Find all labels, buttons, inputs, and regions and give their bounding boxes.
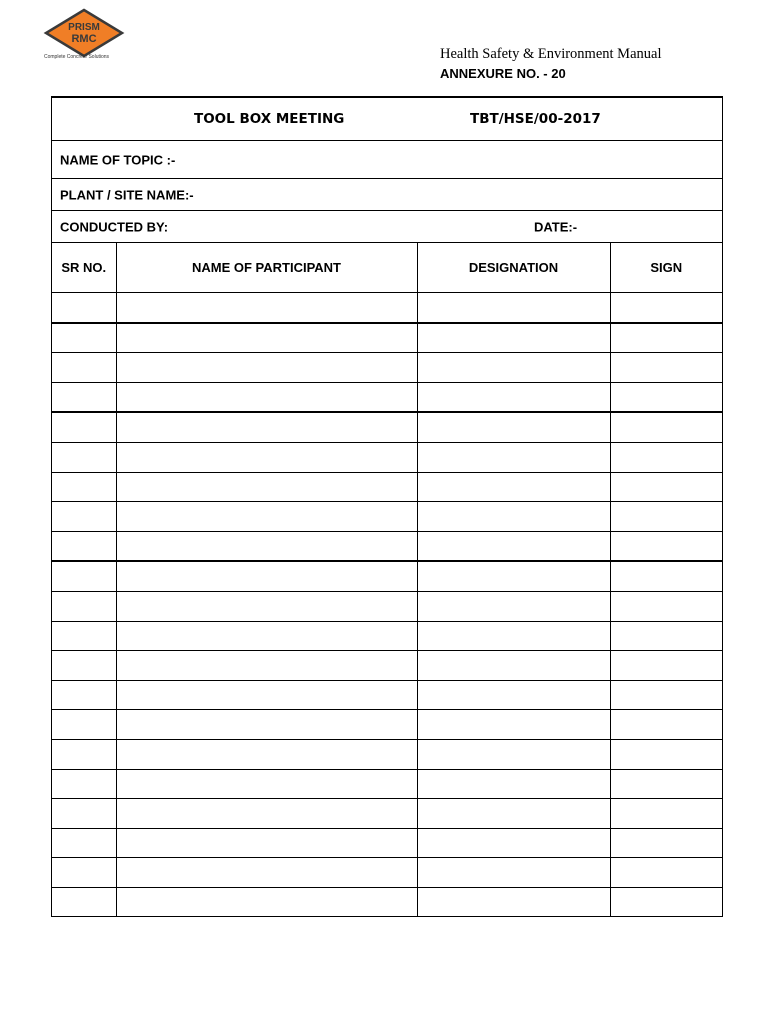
table-row: [52, 769, 722, 799]
sign-cell[interactable]: [610, 680, 722, 710]
table-row: [52, 561, 722, 591]
column-header-participant: NAME OF PARTICIPANT: [116, 243, 417, 293]
participant-name-cell[interactable]: [116, 472, 417, 502]
sr-no-cell[interactable]: [52, 531, 116, 561]
designation-cell[interactable]: [417, 680, 610, 710]
table-row: [52, 382, 722, 412]
table-row: [52, 858, 722, 888]
conducted-row[interactable]: [52, 211, 722, 243]
sr-no-cell[interactable]: [52, 591, 116, 621]
designation-cell[interactable]: [417, 323, 610, 353]
participant-name-cell[interactable]: [116, 858, 417, 888]
sign-cell[interactable]: [610, 382, 722, 412]
column-header-designation: DESIGNATION: [417, 243, 610, 293]
logo-line1: PRISM: [68, 22, 100, 33]
conducted-by-label: CONDUCTED BY:: [60, 219, 169, 234]
designation-cell[interactable]: [417, 531, 610, 561]
sr-no-cell[interactable]: [52, 442, 116, 472]
designation-cell[interactable]: [417, 293, 610, 323]
participant-name-cell[interactable]: [116, 887, 417, 916]
sign-cell[interactable]: [610, 472, 722, 502]
site-row[interactable]: [52, 179, 722, 211]
sign-cell[interactable]: [610, 858, 722, 888]
designation-cell[interactable]: [417, 382, 610, 412]
sr-no-cell[interactable]: [52, 769, 116, 799]
topic-row[interactable]: [52, 141, 722, 179]
participant-name-cell[interactable]: [116, 502, 417, 532]
column-header-sr-no: SR NO.: [52, 243, 116, 293]
table-header-row: [52, 243, 722, 293]
sr-no-cell[interactable]: [52, 382, 116, 412]
table-row: [52, 531, 722, 561]
date-label: DATE:-: [534, 219, 578, 234]
participant-name-cell[interactable]: [116, 799, 417, 829]
participant-name-cell[interactable]: [116, 531, 417, 561]
table-row: [52, 353, 722, 383]
sign-cell[interactable]: [610, 739, 722, 769]
site-label: PLANT / SITE NAME:-: [60, 187, 194, 202]
designation-cell[interactable]: [417, 799, 610, 829]
sr-no-cell[interactable]: [52, 651, 116, 681]
sr-no-cell[interactable]: [52, 680, 116, 710]
designation-cell[interactable]: [417, 442, 610, 472]
designation-cell[interactable]: [417, 472, 610, 502]
participant-name-cell[interactable]: [116, 591, 417, 621]
designation-cell[interactable]: [417, 502, 610, 532]
sign-cell[interactable]: [610, 531, 722, 561]
table-row: [52, 621, 722, 651]
participant-name-cell[interactable]: [116, 680, 417, 710]
sign-cell[interactable]: [610, 323, 722, 353]
column-header-sign: SIGN: [610, 243, 722, 293]
sign-cell[interactable]: [610, 412, 722, 442]
sr-no-cell[interactable]: [52, 739, 116, 769]
sr-no-cell[interactable]: [52, 412, 116, 442]
table-row: [52, 710, 722, 740]
sign-cell[interactable]: [610, 442, 722, 472]
designation-cell[interactable]: [417, 621, 610, 651]
sign-cell[interactable]: [610, 651, 722, 681]
sign-cell[interactable]: [610, 591, 722, 621]
sign-cell[interactable]: [610, 887, 722, 916]
sr-no-cell[interactable]: [52, 353, 116, 383]
sr-no-cell[interactable]: [52, 887, 116, 916]
sign-cell[interactable]: [610, 561, 722, 591]
sr-no-cell[interactable]: [52, 502, 116, 532]
sr-no-cell[interactable]: [52, 561, 116, 591]
participant-name-cell[interactable]: [116, 412, 417, 442]
table-row: [52, 651, 722, 681]
participant-name-cell[interactable]: [116, 710, 417, 740]
designation-cell[interactable]: [417, 887, 610, 916]
designation-cell[interactable]: [417, 858, 610, 888]
sign-cell[interactable]: [610, 828, 722, 858]
tool-box-meeting-form: [51, 96, 723, 917]
designation-cell[interactable]: [417, 591, 610, 621]
participant-name-cell[interactable]: [116, 828, 417, 858]
sr-no-cell[interactable]: [52, 828, 116, 858]
designation-cell[interactable]: [417, 828, 610, 858]
designation-cell[interactable]: [417, 353, 610, 383]
participant-name-cell[interactable]: [116, 621, 417, 651]
topic-label: NAME OF TOPIC :-: [60, 152, 176, 167]
table-row: [52, 828, 722, 858]
participant-name-cell[interactable]: [116, 293, 417, 323]
table-row: [52, 502, 722, 532]
annexure-number: ANNEXURE NO. - 20: [440, 66, 566, 81]
participant-name-cell[interactable]: [116, 769, 417, 799]
sign-cell[interactable]: [610, 293, 722, 323]
designation-cell[interactable]: [417, 769, 610, 799]
participant-name-cell[interactable]: [116, 651, 417, 681]
designation-cell[interactable]: [417, 412, 610, 442]
sr-no-cell[interactable]: [52, 710, 116, 740]
table-row: [52, 739, 722, 769]
sign-cell[interactable]: [610, 621, 722, 651]
sr-no-cell[interactable]: [52, 799, 116, 829]
table-row: [52, 591, 722, 621]
participant-name-cell[interactable]: [116, 382, 417, 412]
participant-name-cell[interactable]: [116, 442, 417, 472]
sr-no-cell[interactable]: [52, 472, 116, 502]
table-row: [52, 293, 722, 323]
sr-no-cell[interactable]: [52, 323, 116, 353]
designation-cell[interactable]: [417, 561, 610, 591]
sign-cell[interactable]: [610, 502, 722, 532]
table-row: [52, 887, 722, 916]
form-title-row: [52, 98, 722, 141]
designation-cell[interactable]: [417, 739, 610, 769]
table-row: [52, 472, 722, 502]
sign-cell[interactable]: [610, 769, 722, 799]
form-title: TOOL BOX MEETING: [194, 111, 345, 127]
table-row: [52, 442, 722, 472]
table-row: [52, 799, 722, 829]
manual-title: Health Safety & Environment Manual: [440, 46, 662, 62]
sign-cell[interactable]: [610, 710, 722, 740]
table-row: [52, 680, 722, 710]
logo-line2: RMC: [71, 33, 97, 45]
logo-tagline: Complete Concrete Solutions: [44, 54, 110, 60]
participant-name-cell[interactable]: [116, 323, 417, 353]
sr-no-cell[interactable]: [52, 858, 116, 888]
sign-cell[interactable]: [610, 353, 722, 383]
sign-cell[interactable]: [610, 799, 722, 829]
form-code: TBT/HSE/00-2017: [470, 111, 601, 127]
sr-no-cell[interactable]: [52, 293, 116, 323]
designation-cell[interactable]: [417, 710, 610, 740]
table-row: [52, 412, 722, 442]
table-row: [52, 323, 722, 353]
participant-name-cell[interactable]: [116, 561, 417, 591]
designation-cell[interactable]: [417, 651, 610, 681]
participants-table: [52, 243, 722, 916]
sr-no-cell[interactable]: [52, 621, 116, 651]
participant-name-cell[interactable]: [116, 353, 417, 383]
participant-name-cell[interactable]: [116, 739, 417, 769]
